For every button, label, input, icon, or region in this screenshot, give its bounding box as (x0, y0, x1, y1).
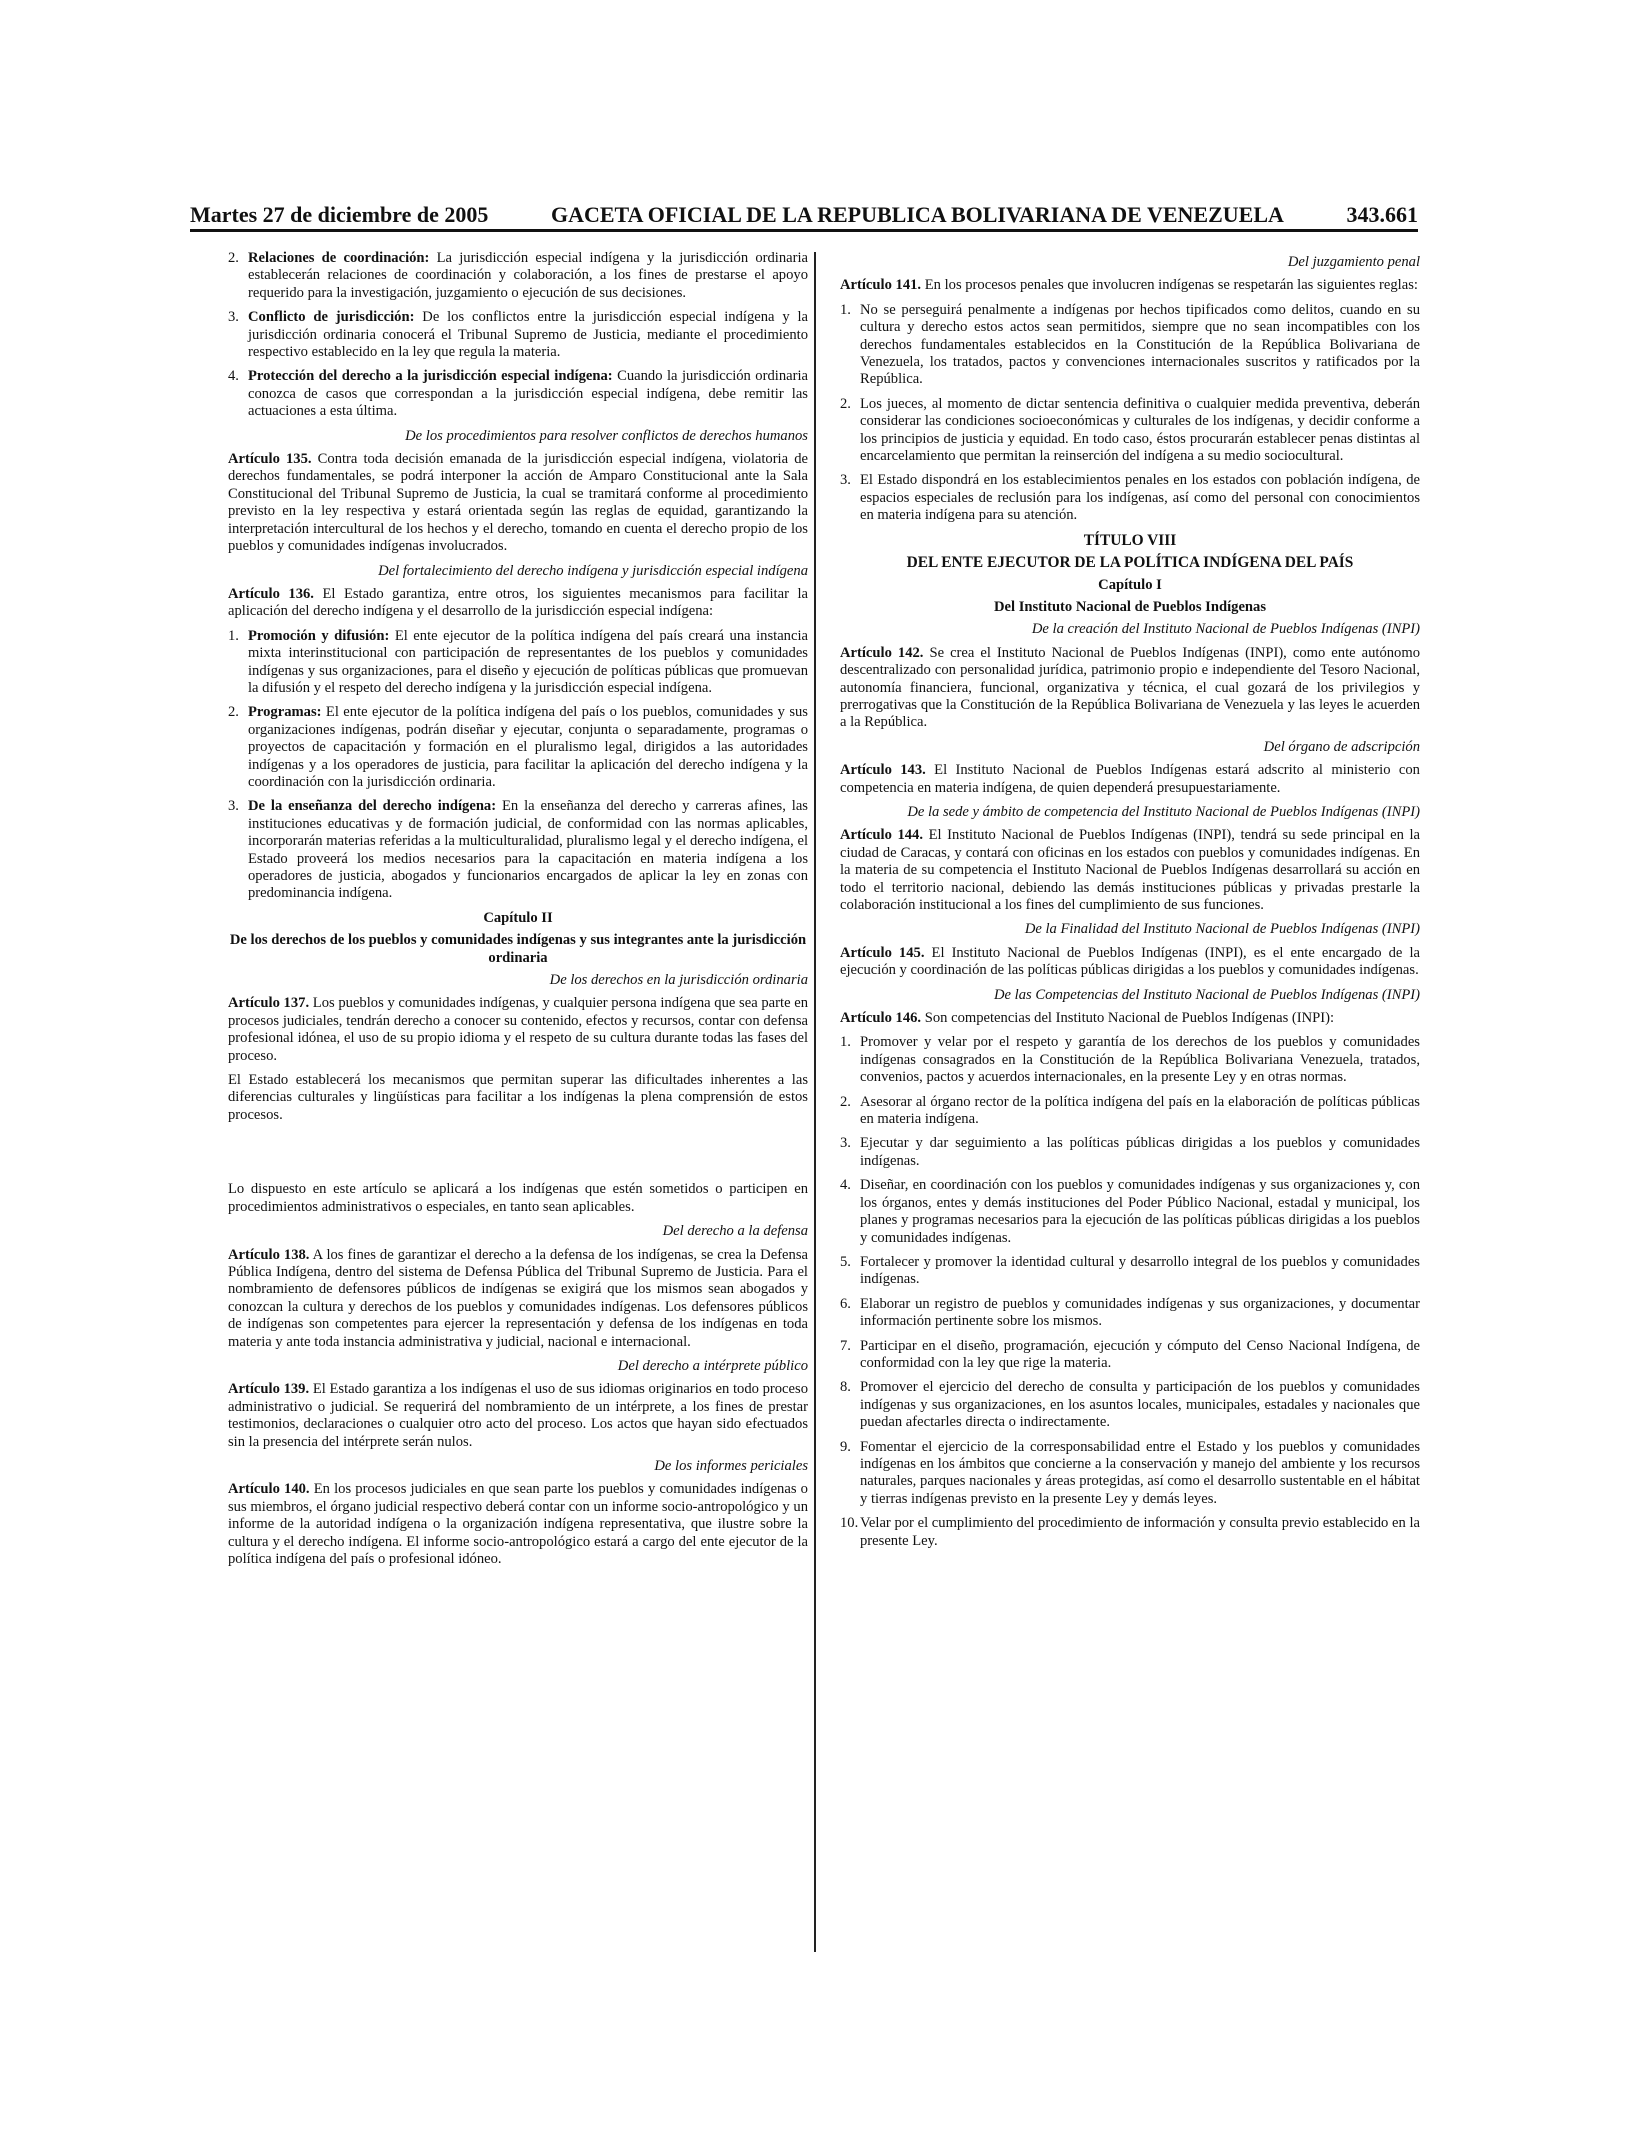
list-item (228, 628, 808, 698)
article-139-label: Artículo 139. (228, 1381, 310, 1398)
list-item-number: 3. (228, 309, 239, 326)
list-item (840, 1379, 1420, 1431)
column-divider (814, 252, 816, 1952)
header-rule (190, 229, 1418, 232)
list-item (840, 396, 1420, 466)
article-137-label: Artículo 137. (228, 995, 310, 1012)
list-item-text (248, 798, 808, 902)
section-heading-142: De la creación del Instituto Nacional de Pueblos Indígenas (INPI) (1031, 621, 1420, 638)
list-item-text: Velar por el cumplimiento del procedimiento de información y consulta previo establecido en la presente Ley. (860, 1515, 1420, 1549)
list-item-heading: Promoción y difusión: (248, 627, 390, 644)
article-146 (840, 1010, 1420, 1027)
list-item-text: Ejecutar y dar seguimiento a las políticas públicas dirigidas a los pueblos y comunidades indígenas. (860, 1135, 1420, 1169)
list-item-number: 1. (228, 627, 239, 644)
list-mechanisms (228, 628, 808, 903)
list-item-body: En la enseñanza del derecho y carreras afines, las instituciones educativas y de formación judicial, de conformidad con las normas aplicables, incorporarán materias referidas a la multiculturalidad, pluralismo legal y el derecho indígena, el Estado proveerá los medios necesarios para la capacitación en materia indígena a los operadores de justicia, abogados y funcionarios encargados de aplicar la ley en zonas con predominancia indígena. (248, 798, 808, 902)
list-item-heading: De la enseñanza del derecho indígena: (248, 798, 497, 815)
article-144-label: Artículo 144. (840, 827, 924, 844)
list-item-text (248, 250, 808, 302)
list-item-body: Cuando la jurisdicción ordinaria conozca de casos que correspondan a la jurisdicción especial indígena, debe remitir las actuaciones a esta última. (248, 368, 808, 420)
article-141 (840, 277, 1420, 294)
article-138-label: Artículo 138. (228, 1246, 310, 1263)
header-date: Martes 27 de diciembre de 2005 (190, 202, 489, 227)
article-135-label: Artículo 135. (228, 451, 312, 468)
list-item-number: 3. (840, 1135, 851, 1152)
list-item-number: 8. (840, 1379, 851, 1396)
list-item (840, 302, 1420, 389)
list-inpi-competencies (840, 1034, 1420, 1550)
article-139 (228, 1381, 808, 1451)
list-item-heading: Conflicto de jurisdicción: (248, 309, 415, 326)
article-138-text: A los fines de garantizar el derecho a la defensa de los indígenas, se crea la Defensa Pública Indígena, dentro del sistema de Defensa Pública del Tribunal Supremo de Justicia. Para el nombramiento de defensores públicos de indígenas se exigirá que los mismos sean abogados y conozcan la cultura y derechos de los pueblos y comunidades indígenas. Los defensores públicos de indígenas son competentes para ejercer la representación y defensa de los indígenas en toda materia y ante toda instancia administrativa y judicial, nacional e internacional. (228, 1246, 808, 1350)
list-item-number: 1. (840, 301, 851, 318)
right-column (840, 250, 1420, 1557)
list-item-text: Promover y velar por el respeto y garantía de los derechos de los pueblos y comunidades indígenas consagrados en la Constitución de la República Bolivariana Venezuela, tratados, convenios, pactos y acuerdos internacionales, en la presente Ley y en otras normas. (860, 1034, 1420, 1086)
list-item-number: 4. (840, 1177, 851, 1194)
list-item-text: Fomentar el ejercicio de la corresponsabilidad entre el Estado y los pueblos y comunidades indígenas en los ámbitos que concierne a la conservación y manejo del ambiente y los recursos naturales, parques nacionales y áreas protegidas, así como el desarrollo sustentable en el hábitat y tierras indígenas previsto en la presente Ley y demás leyes. (860, 1438, 1420, 1507)
article-135-text: Contra toda decisión emanada de la jurisdicción especial indígena, violatoria de derechos fundamentales, se podrá interponer la acción de Amparo Constitucional ante la Sala Constitucional del Tribunal Supremo de Justicia, la cual se tramitará conforme al procedimiento previsto en la ley respectiva y estará orientada según las reglas de equidad, garantizando la interpretación intercultural de los hechos y el derecho, tomando en cuenta el derecho propio de los pueblos y comunidades indígenas involucrados. (228, 451, 808, 555)
article-140-text: En los procesos judiciales en que sean parte los pueblos y comunidades indígenas o sus miembros, el órgano judicial respectivo deberá contar con un informe socio-antropológico y un informe de la autoridad indígena o la organización indígena representativa, que ilustre sobre la cultura y el derecho indígena. El informe socio-antropológico estará a cargo del ente ejecutor de la política indígena del país o profesional idóneo. (228, 1481, 808, 1567)
page-header (190, 202, 1418, 228)
list-item-body: La jurisdicción especial indígena y la jurisdicción ordinaria establecerán relaciones de coordinación y colaboración, a los fines de prestarse el apoyo requerido para la investigación, juzgamiento o ejecución de sus decisiones. (248, 250, 808, 301)
list-jurisdiction-coordination (228, 250, 808, 421)
article-146-label: Artículo 146. (840, 1010, 922, 1027)
article-136 (228, 586, 808, 621)
list-item-number: 2. (228, 250, 239, 266)
list-item-body: De los conflictos entre la jurisdicción especial indígena y la jurisdicción ordinaria conocerá el Tribunal Supremo de Justicia, mediante el procedimiento respectivo establecido en la ley que regula la materia. (248, 309, 808, 361)
article-142 (840, 645, 1420, 732)
list-item-number: 10. (840, 1515, 859, 1532)
list-item-text: Participar en el diseño, programación, ejecución y cómputo del Censo Nacional Indígena, de conformidad con la ley que rige la materia. (860, 1337, 1420, 1371)
article-145-text: El Instituto Nacional de Pueblos Indígenas (INPI), es el ente encargado de la ejecución y coordinación de las políticas públicas dirigidas a los pueblos y comunidades indígenas. (840, 944, 1420, 979)
list-item-text (248, 309, 808, 361)
list-item-text: El Estado dispondrá en los establecimientos penales en los estados con población indígena, de espacios especiales de reclusión para los indígenas, así como del personal con conocimientos en materia indígena para su atención. (860, 472, 1420, 524)
section-heading-140: De los informes periciales (654, 1457, 808, 1474)
list-item (228, 704, 808, 791)
article-136-label: Artículo 136. (228, 585, 314, 602)
section-heading-141: Del juzgamiento penal (1287, 254, 1420, 270)
article-140-label: Artículo 140. (228, 1481, 310, 1498)
list-item-text (248, 704, 808, 791)
header-page-number: 343.661 (1346, 202, 1418, 227)
article-137-paragraph-3: Lo dispuesto en este artículo se aplicará a los indígenas que estén sometidos o participen en procedimientos administrativos o especiales, en tanto sean aplicables. (228, 1181, 808, 1215)
article-138 (228, 1247, 808, 1351)
section-heading-135: De los procedimientos para resolver conflictos de derechos humanos (405, 427, 808, 444)
article-146-text: Son competencias del Instituto Nacional de Pueblos Indígenas (INPI): (921, 1010, 1335, 1027)
section-heading-136: Del fortalecimiento del derecho indígena y jurisdicción especial indígena (378, 562, 808, 579)
article-145 (840, 945, 1420, 980)
list-item (840, 1135, 1420, 1170)
section-heading-143: Del órgano de adscripción (1263, 738, 1420, 755)
list-item-number: 7. (840, 1337, 851, 1354)
list-item (840, 472, 1420, 524)
list-item (228, 250, 808, 302)
chapter-2-title: Capítulo II (483, 909, 553, 926)
article-136-text: El Estado garantiza, entre otros, los siguientes mecanismos para facilitar la aplicación del derecho indígena y el desarrollo de la jurisdicción especial indígena: (228, 585, 808, 620)
section-heading-146: De las Competencias del Instituto Nacional de Pueblos Indígenas (INPI) (994, 986, 1420, 1003)
list-item-text (248, 628, 808, 698)
section-heading-137: De los derechos en la jurisdicción ordinaria (549, 972, 808, 989)
spacer (228, 1131, 808, 1181)
list-item-text: Elaborar un registro de pueblos y comunidades indígenas y sus organizaciones, y documentar información pertinente sobre los mismos. (860, 1295, 1420, 1330)
chapter-1-subtitle: Del Instituto Nacional de Pueblos Indígenas (993, 598, 1267, 615)
list-item-number: 3. (228, 798, 239, 815)
list-item (840, 1094, 1420, 1129)
list-penal-rules (840, 302, 1420, 525)
article-145-label: Artículo 145. (840, 944, 925, 961)
article-141-label: Artículo 141. (840, 277, 922, 294)
list-item-number: 6. (840, 1295, 851, 1312)
article-137 (228, 995, 808, 1065)
list-item-text: Diseñar, en coordinación con los pueblos y comunidades indígenas y sus organizaciones y, con los órganos, entes y demás instituciones del Poder Público Nacional, estadal y municipal, los planes y programas necesarios para la ejecución de las políticas públicas dirigidas a los pueblos y comunidades indígenas. (860, 1177, 1420, 1246)
article-143-label: Artículo 143. (840, 762, 926, 779)
article-135 (228, 451, 808, 555)
list-item-number: 2. (840, 1093, 851, 1110)
article-144-text: El Instituto Nacional de Pueblos Indígenas (INPI), tendrá su sede principal en la ciudad de Caracas, y contará con oficinas en los estados con pueblos y comunidades indígenas. En la materia de su competencia el Instituto Nacional de Pueblos Indígenas desarrollará su acción en todo el territorio nacional, debiendo las demás instituciones públicas y privadas prestarle la colaboración institucional a los fines del cumplimiento de sus funciones. (840, 827, 1420, 913)
list-item-text: No se perseguirá penalmente a indígenas por hechos tipificados como delitos, cuando en su cultura y derecho estos actos sean permitidos, siempre que no sean incompatibles con los derechos fundamentales establecidos en la Constitución de la República Bolivariana de Venezuela, los tratados, pactos y convenciones internacionales suscritos y ratificados por la República. (860, 301, 1420, 388)
article-139-text: El Estado garantiza a los indígenas el uso de sus idiomas originarios en todo proceso administrativo o judicial. Se requerirá del nombramiento de un intérprete, a los fines de prestar testimonios, declaraciones o cualquier otro acto del proceso. Los actos que hayan sido efectuados sin la presencia del intérprete serán nulos. (228, 1381, 808, 1450)
list-item-text: Fortalecer y promover la identidad cultural y desarrollo integral de los pueblos y comunidades indígenas. (860, 1253, 1420, 1288)
list-item-heading: Programas: (248, 704, 322, 721)
chapter-2-subtitle: De los derechos de los pueblos y comunidades indígenas y sus integrantes ante la jurisdicción ordinaria (229, 932, 807, 966)
list-item (840, 1254, 1420, 1289)
left-column (228, 250, 808, 1575)
section-heading-139: Del derecho a intérprete público (617, 1357, 808, 1374)
list-item (228, 309, 808, 361)
list-item (840, 1177, 1420, 1247)
list-item-text: Promover el ejercicio del derecho de consulta y participación de los pueblos y comunidades indígenas y sus organizaciones, en los asuntos locales, municipales, estadales y nacionales que puedan afectarles directa o indirectamente. (860, 1379, 1420, 1431)
list-item-number: 4. (228, 368, 239, 385)
list-item-number: 2. (228, 704, 239, 721)
list-item-number: 5. (840, 1253, 851, 1270)
title-viii-subtitle: DEL ENTE EJECUTOR DE LA POLÍTICA INDÍGENA DEL PAÍS (906, 554, 1354, 572)
section-heading-144: De la sede y ámbito de competencia del Instituto Nacional de Pueblos Indígenas (INPI) (907, 803, 1420, 820)
list-item-body: El ente ejecutor de la política indígena del país o los pueblos, comunidades y sus organizaciones indígenas, podrán diseñar y ejecutar, conjunta o separadamente, programas o proyectos de capacitación y formación en el pluralismo legal, dirigidos a las autoridades indígenas y a los operadores de justicia, para facilitar la aplicación del derecho indígena y la coordinación con la jurisdicción ordinaria. (248, 704, 808, 790)
header-title: GACETA OFICIAL DE LA REPUBLICA BOLIVARIANA DE VENEZUELA (550, 202, 1284, 227)
list-item (228, 368, 808, 420)
list-item-number: 2. (840, 395, 851, 412)
list-item-text (248, 368, 808, 420)
article-141-text: En los procesos penales que involucren indígenas se respetarán las siguientes reglas: (921, 277, 1418, 294)
list-item (840, 1515, 1420, 1550)
list-item (840, 1034, 1420, 1086)
list-item-number: 3. (840, 472, 851, 489)
article-143-text: El Instituto Nacional de Pueblos Indígenas estará adscrito al ministerio con competencia en materia indígena, de quien dependerá presupuestariamente. (840, 762, 1420, 796)
list-item-number: 9. (840, 1438, 851, 1455)
list-item (840, 1338, 1420, 1373)
article-143 (840, 762, 1420, 797)
section-heading-145: De la Finalidad del Instituto Nacional de Pueblos Indígenas (INPI) (1024, 921, 1420, 938)
list-item-body: El ente ejecutor de la política indígena del país creará una instancia mixta interinstitucional con participación de representantes de los pueblos y comunidades indígenas y sus organizaciones, para el diseño y ejecución de políticas públicas que promuevan la difusión y el respeto del derecho indígena y la jurisdicción especial indígena. (248, 627, 808, 696)
list-item-number: 1. (840, 1034, 851, 1051)
list-item-heading: Relaciones de coordinación: (248, 250, 430, 266)
chapter-1-title: Capítulo I (1098, 576, 1162, 593)
article-137-paragraph-2: El Estado establecerá los mecanismos que permitan superar las dificultades inherentes a las diferencias culturales y lingüísticas para facilitar a los indígenas la plena comprensión de estos procesos. (228, 1072, 808, 1123)
list-item-text: Los jueces, al momento de dictar sentencia definitiva o cualquier medida preventiva, deberán considerar las condiciones socioeconómicas y culturales de los indígenas, y decidir conforme a los principios de justicia y equidad. En todo caso, éstos procurarán establecer penas distintas al encarcelamiento que permitan la reinserción del indígena a su medio sociocultural. (860, 395, 1420, 465)
list-item-heading: Protección del derecho a la jurisdicción especial indígena: (248, 368, 613, 385)
section-heading-138: Del derecho a la defensa (662, 1223, 808, 1240)
list-item-text: Asesorar al órgano rector de la política indígena del país en la elaboración de políticas públicas en materia indígena. (860, 1093, 1420, 1128)
article-142-label: Artículo 142. (840, 644, 924, 661)
title-viii: TÍTULO VIII (1083, 531, 1177, 549)
list-item (840, 1296, 1420, 1331)
article-140 (228, 1481, 808, 1568)
list-item (840, 1439, 1420, 1509)
article-142-text: Se crea el Instituto Nacional de Pueblos Indígenas (INPI), como ente autónomo descentralizado con personalidad jurídica, patrimonio propio e independiente del Tesoro Nacional, autonomía financiera, funcional, organizativa y técnica, el cual gozará de los privilegios y prerrogativas que la Constitución de la República Bolivariana de Venezuela y las leyes le acuerden a la República. (840, 644, 1420, 731)
article-144 (840, 827, 1420, 914)
list-item (228, 798, 808, 902)
article-137-text: Los pueblos y comunidades indígenas, y cualquier persona indígena que sea parte en procesos judiciales, tendrán derecho a conocer su contenido, efectos y recursos, contar con defensa profesional idónea, el uso de su propio idioma y el respeto de su cultura durante todas las fases del proceso. (228, 995, 808, 1064)
